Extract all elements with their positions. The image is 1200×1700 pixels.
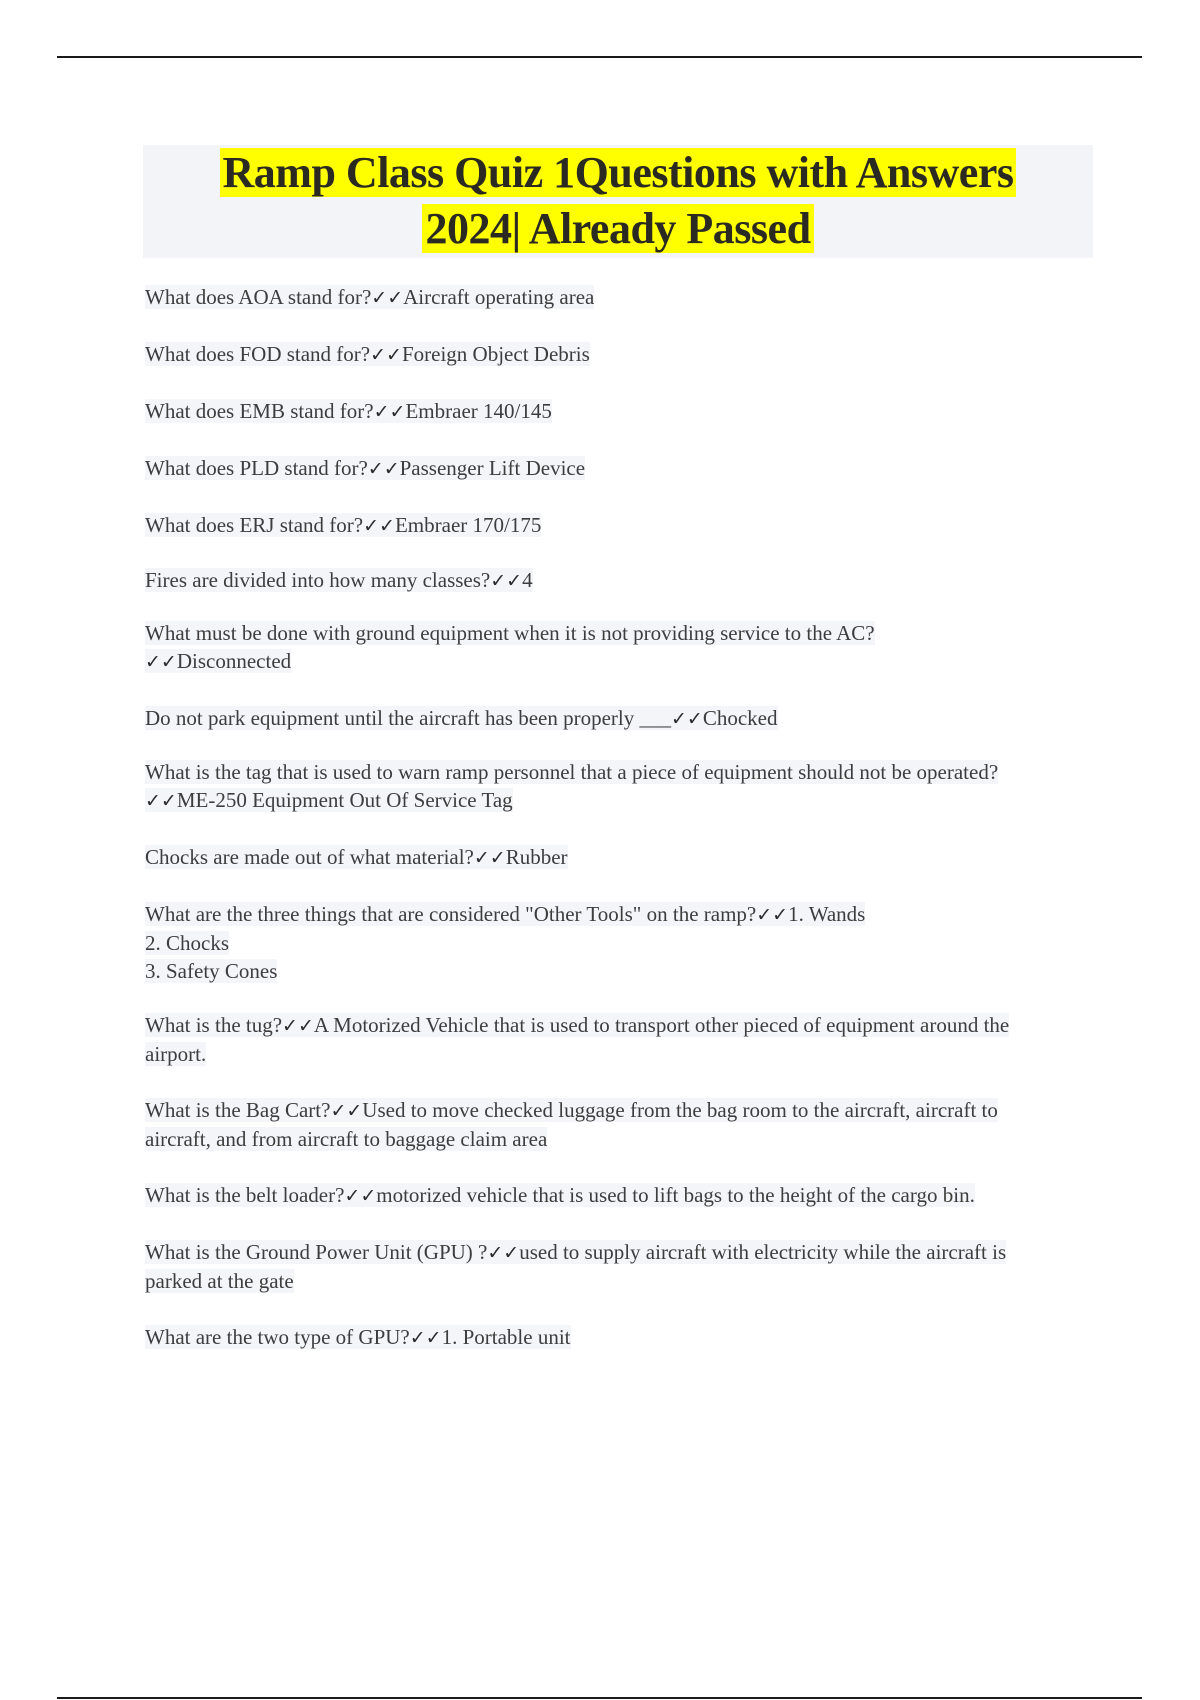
question-text: What is the belt loader? bbox=[145, 1183, 345, 1207]
qa-item bbox=[145, 511, 1085, 540]
qa-item bbox=[145, 900, 1085, 985]
answer-text: Used to move checked luggage from the bag room to the aircraft, aircraft to aircraft, and from aircraft to baggage claim area bbox=[145, 1098, 998, 1151]
double-check-icon: ✓✓ bbox=[371, 287, 404, 309]
question-text: What is the Ground Power Unit (GPU) ? bbox=[145, 1240, 488, 1264]
title-line-2: 2024| Already Passed bbox=[422, 204, 813, 253]
answer-text: Foreign Object Debris bbox=[401, 342, 590, 366]
question-text: What does FOD stand for? bbox=[145, 342, 371, 366]
document-title bbox=[143, 145, 1093, 258]
double-check-icon: ✓✓ bbox=[145, 790, 177, 812]
answer-text: Embraer 170/175 bbox=[394, 513, 542, 537]
double-check-icon: ✓✓ bbox=[370, 344, 402, 366]
answer-text: used to supply aircraft with electricity while the aircraft is parked at the gate bbox=[145, 1240, 1007, 1293]
qa-item bbox=[145, 1181, 1065, 1210]
answer-text: Chocked bbox=[702, 706, 778, 730]
question-text: What does ERJ stand for? bbox=[145, 513, 364, 537]
double-check-icon: ✓✓ bbox=[671, 708, 703, 730]
qa-item bbox=[145, 454, 1085, 483]
question-text: Chocks are made out of what material? bbox=[145, 845, 474, 869]
question-text: What does AOA stand for? bbox=[145, 285, 372, 309]
double-check-icon: ✓✓ bbox=[367, 458, 400, 480]
qa-item bbox=[145, 704, 1085, 733]
answer-text: 4 bbox=[522, 568, 533, 592]
bottom-rule bbox=[57, 1697, 1142, 1699]
double-check-icon: ✓✓ bbox=[330, 1100, 363, 1122]
list-line: 3. Safety Cones bbox=[145, 959, 278, 983]
double-check-icon: ✓✓ bbox=[409, 1327, 442, 1349]
answer-text: A Motorized Vehicle that is used to transport other pieced of equipment around the airport. bbox=[145, 1013, 1010, 1066]
qa-item bbox=[145, 283, 1085, 312]
qa-item bbox=[145, 619, 945, 676]
question-text: Fires are divided into how many classes? bbox=[145, 568, 491, 592]
double-check-icon: ✓✓ bbox=[344, 1185, 377, 1207]
answer-text: motorized vehicle that is used to lift bags to the height of the cargo bin. bbox=[376, 1183, 975, 1207]
answer-text: Rubber bbox=[505, 845, 568, 869]
double-check-icon: ✓✓ bbox=[756, 904, 789, 926]
qa-list bbox=[145, 283, 1085, 1352]
qa-item bbox=[145, 1323, 1085, 1352]
double-check-icon: ✓✓ bbox=[363, 515, 395, 537]
question-text: What are the two type of GPU? bbox=[145, 1325, 410, 1349]
double-check-icon: ✓✓ bbox=[473, 847, 506, 869]
question-text: What does EMB stand for? bbox=[145, 399, 374, 423]
answer-text: 1. Wands bbox=[788, 902, 866, 926]
double-check-icon: ✓✓ bbox=[490, 570, 523, 592]
question-text: What is the Bag Cart? bbox=[145, 1098, 331, 1122]
answer-text: Disconnected bbox=[176, 649, 292, 673]
top-rule bbox=[57, 56, 1142, 58]
double-check-icon: ✓✓ bbox=[373, 401, 406, 423]
qa-item bbox=[145, 397, 1085, 426]
double-check-icon: ✓✓ bbox=[487, 1242, 520, 1264]
answer-text: Aircraft operating area bbox=[403, 285, 595, 309]
double-check-icon: ✓✓ bbox=[282, 1015, 314, 1037]
double-check-icon: ✓✓ bbox=[145, 651, 177, 673]
answer-text: Embraer 140/145 bbox=[405, 399, 552, 423]
question-text: What does PLD stand for? bbox=[145, 456, 368, 480]
question-text: Do not park equipment until the aircraft has been properly ___ bbox=[145, 706, 672, 730]
question-text: What is the tug? bbox=[145, 1013, 283, 1037]
question-text: What must be done with ground equipment when it is not providing service to the AC? bbox=[145, 621, 875, 645]
qa-item bbox=[145, 1011, 1045, 1068]
answer-text: 1. Portable unit bbox=[441, 1325, 571, 1349]
qa-item bbox=[145, 1238, 1045, 1295]
qa-item bbox=[145, 1096, 1045, 1153]
qa-item bbox=[145, 843, 1085, 872]
title-line-1: Ramp Class Quiz 1Questions with Answers bbox=[220, 148, 1017, 197]
answer-text: Passenger Lift Device bbox=[399, 456, 586, 480]
qa-item bbox=[145, 340, 1085, 369]
qa-item bbox=[145, 566, 1085, 595]
question-text: What are the three things that are considered "Other Tools" on the ramp? bbox=[145, 902, 757, 926]
list-line: 2. Chocks bbox=[145, 931, 229, 955]
question-text: What is the tag that is used to warn ramp personnel that a piece of equipment should not be operated? bbox=[145, 760, 999, 784]
answer-text: ME-250 Equipment Out Of Service Tag bbox=[176, 788, 513, 812]
qa-item bbox=[145, 758, 1045, 815]
